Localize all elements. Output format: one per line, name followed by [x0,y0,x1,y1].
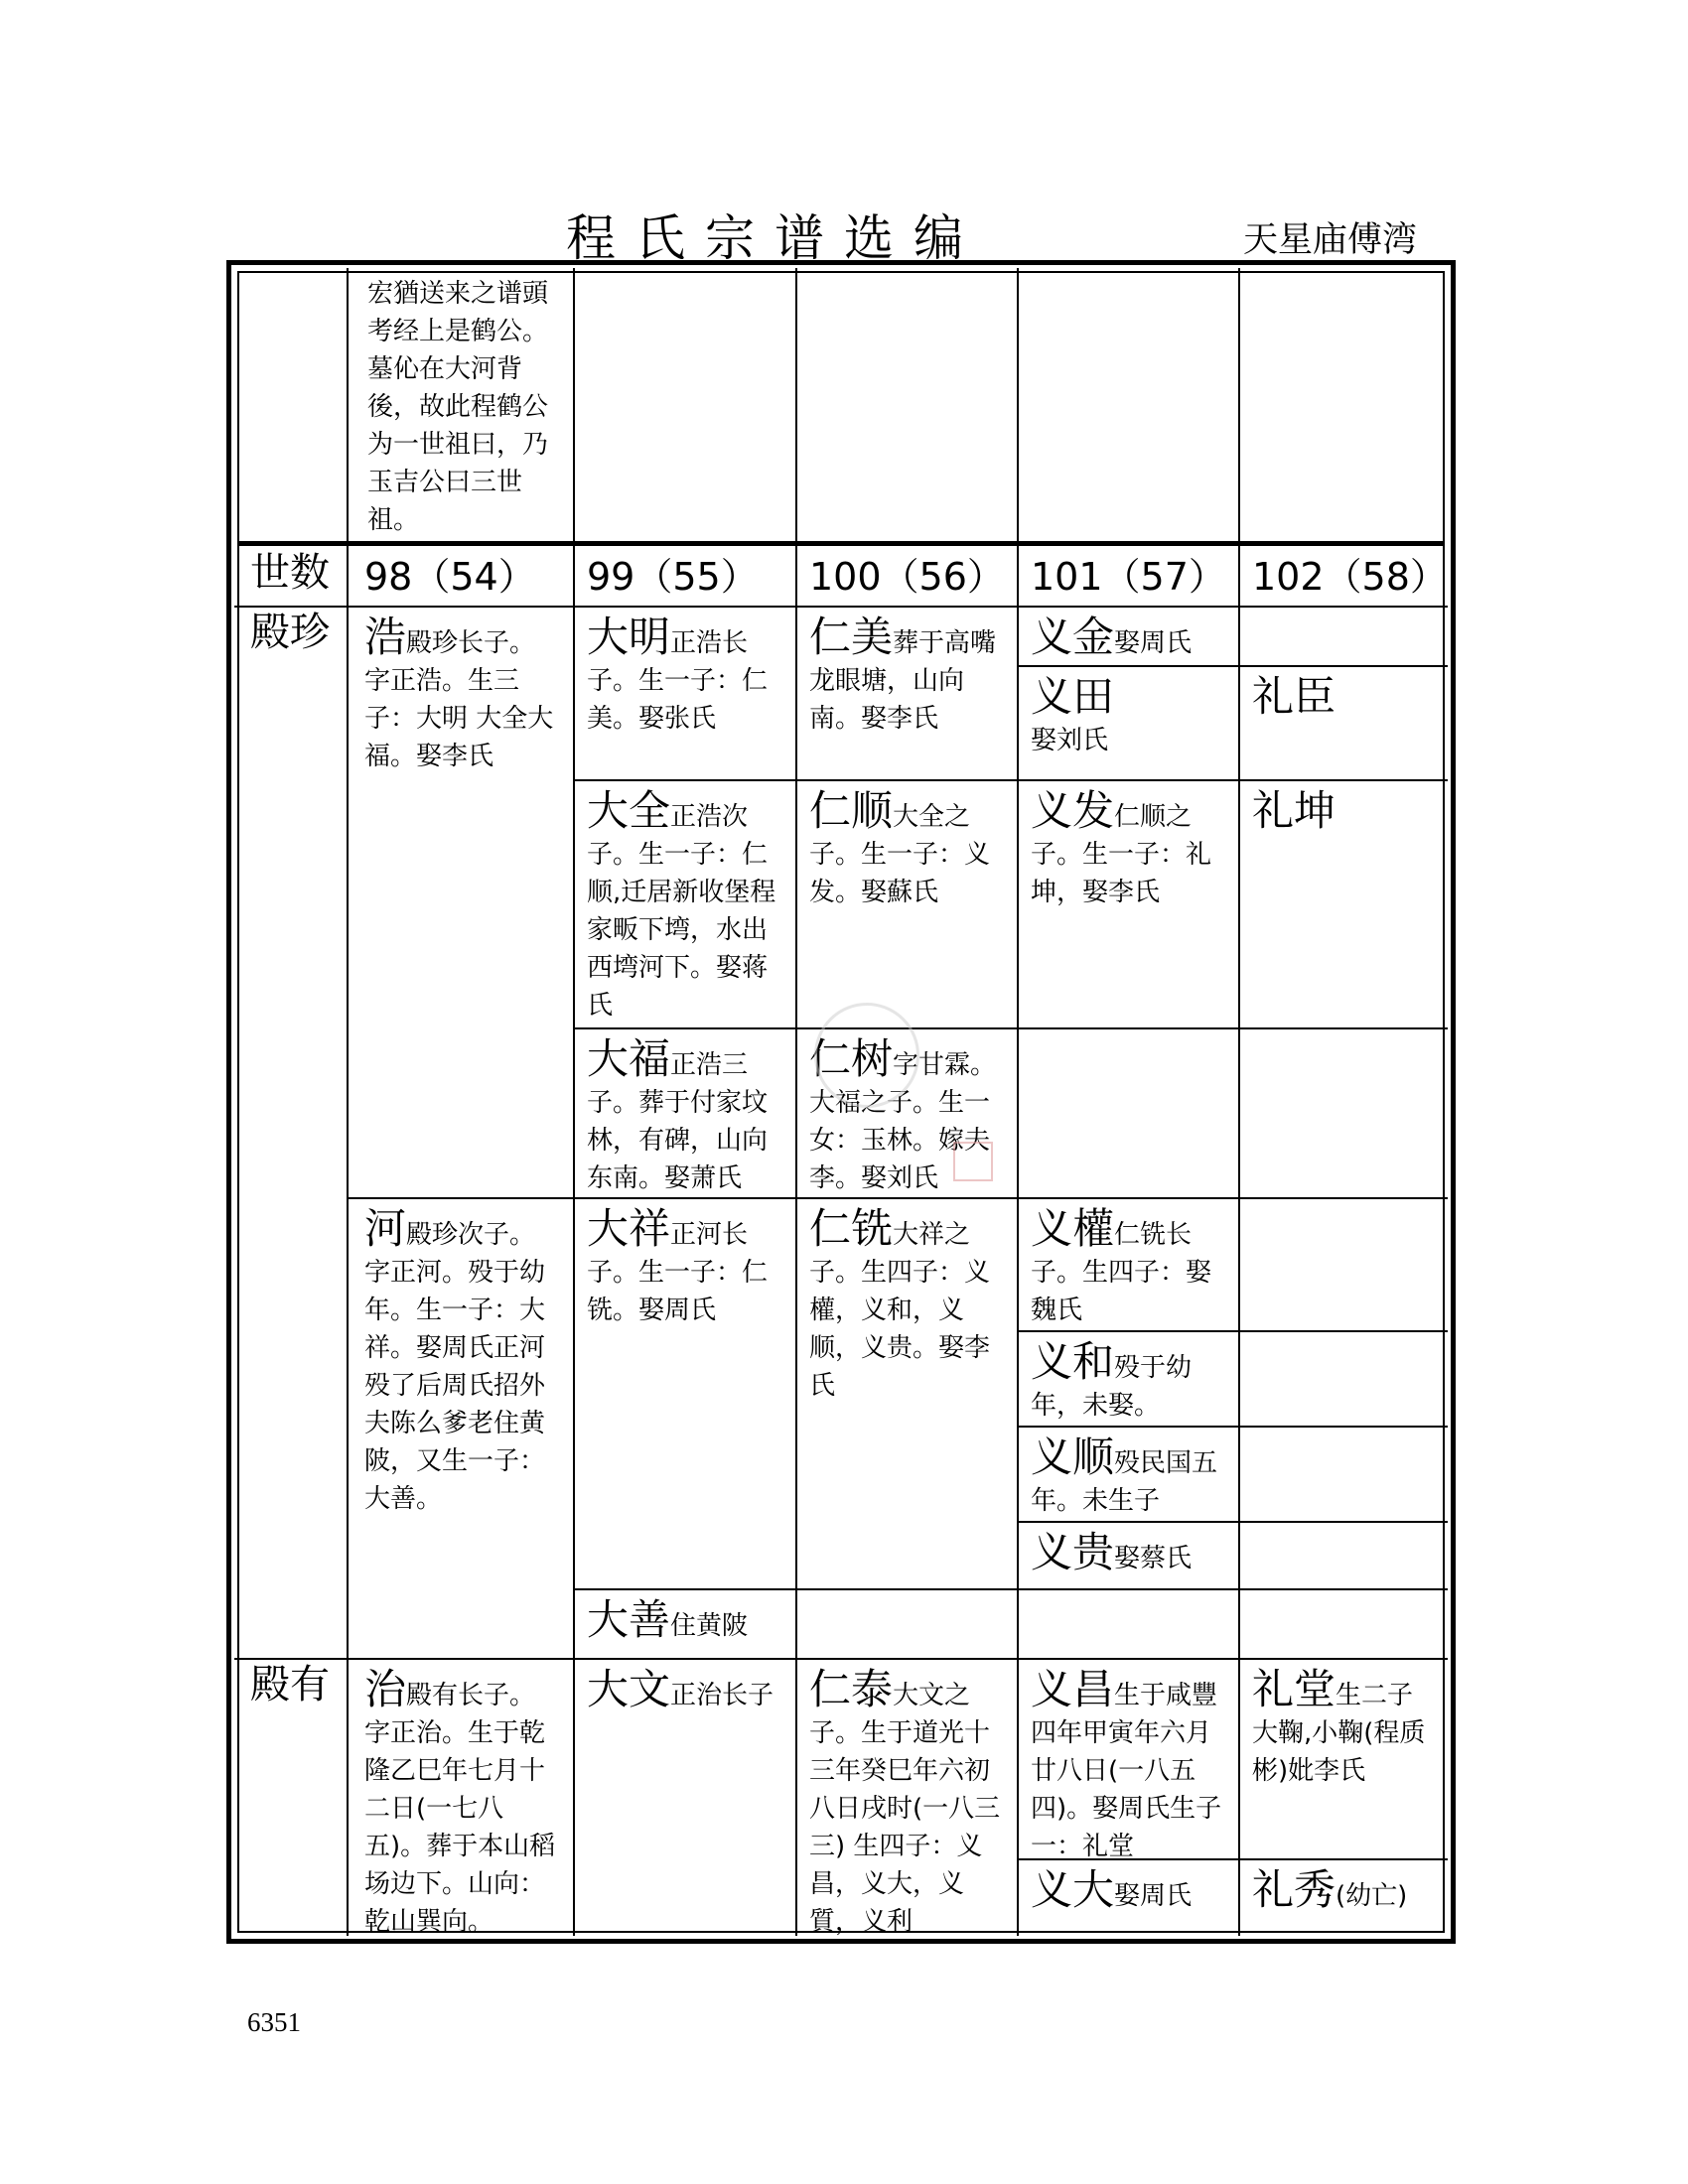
entry-name: 义大 [1031,1865,1115,1914]
entry-note: 娶周氏 [1114,628,1193,658]
header-col-101: 101（57） [1031,555,1226,599]
entry-daquan [579,785,789,1026]
entry-note: 住黄陂 [670,1611,749,1641]
entry-yishun [1023,1432,1233,1522]
entry-name: 大全 [587,786,671,835]
entry-note: 殿有长子。字正治。生于乾隆乙巳年七月十二日(一七八五)。葬于本山稻场边下。山向：乾山巽向。 [364,1681,556,1937]
entry-name: 河 [364,1204,407,1253]
entry-lichen [1244,671,1443,724]
header-label: 世数 [250,550,330,596]
entry-name: 义權 [1031,1204,1115,1253]
entry-renshun [801,785,1012,913]
entry-note: 娶周氏 [1114,1881,1193,1911]
entry-yijin [1023,612,1233,664]
entry-yifa [1023,785,1233,913]
entry-yihe [1023,1336,1233,1427]
entry-dawen [579,1664,789,1716]
entry-note: 字甘霖。大福之子。生一女：玉林。嫁夫李。娶刘氏 [809,1050,997,1193]
entry-he [356,1203,567,1520]
entry-name: 礼臣 [1252,672,1336,721]
entry-note: 正河长子。生一子：仁铣。娶周氏 [587,1220,769,1325]
entry-daxiang [579,1203,789,1331]
entry-note: 殿珍长子。字正浩。生三子：大明 大全大福。娶李氏 [364,628,554,771]
entry-name: 大祥 [587,1204,671,1253]
entry-hao [356,612,567,777]
entry-name: 义昌 [1031,1665,1115,1713]
entry-note: 正治长子 [670,1681,774,1710]
entry-note: 生二子大鞠,小鞠(程质彬)妣李氏 [1252,1681,1426,1786]
entry-name: 礼秀 [1252,1865,1336,1914]
entry-name: 浩 [364,613,407,661]
entry-note: 大全之子。生一子：义发。娶蘇氏 [809,802,991,907]
red-stamp [953,1142,993,1181]
entry-name: 大文 [587,1665,671,1713]
entry-name: 大明 [587,613,671,661]
page-number: 6351 [247,2007,301,2037]
entry-note: 仁铣长子。生四子：娶魏氏 [1031,1220,1212,1325]
entry-name: 义贵 [1031,1528,1115,1576]
place-label: 天星庙傅湾 [1243,220,1418,260]
entry-note: 娶蔡氏 [1114,1544,1193,1573]
entry-note: 葬于高嘴龙眼塘，山向南。娶李氏 [809,628,997,734]
entry-note: 殁于幼年，未娶。 [1031,1353,1193,1421]
entry-note: 大文之子。生于道光十三年癸巳年六初八日戌时(一八三三) 生四子：义昌，义大，义質，义利 [809,1681,1001,1937]
entry-note: 仁顺之子。生一子：礼坤，娶李氏 [1031,802,1212,907]
entry-name: 义发 [1031,786,1115,835]
entry-note: 殁民国五年。未生子 [1031,1448,1218,1516]
entry-name: 义田 [1031,672,1115,721]
entry-name: 礼堂 [1252,1665,1336,1713]
entry-note: 正浩次子。生一子：仁顺,迁居新收堡程家畈下塆，水出西塆河下。娶蒋氏 [587,802,776,1021]
entry-name: 义顺 [1031,1433,1115,1481]
entry-likun [1244,785,1443,838]
entry-yiquan [1023,1203,1233,1331]
entry-note: 殿珍次子。字正河。殁于幼年。生一子：大祥。娶周氏正河殁了后周氏招外夫陈么爹老住黄陂，又生一子：大善。 [364,1220,546,1514]
row-label-dianzhen: 殿珍 [250,610,330,655]
entry-renxian [801,1203,1012,1407]
entry-lixiu [1244,1864,1443,1917]
entry-note: (幼亡) [1336,1881,1408,1911]
top-note: 宏猶送来之谱頭考经上是鹤公。墓伈在大河背後，故此程鹤公为一世祖曰，乃玉吉公曰三世祖。 [367,279,549,535]
entry-name: 仁美 [809,613,894,661]
entry-name: 仁树 [809,1034,894,1083]
header-col-100: 100（56） [809,555,1005,599]
entry-dashan [579,1594,789,1647]
entry-yigui [1023,1527,1233,1579]
entry-note: 大祥之子。生四子：义權，义和，义顺，义贵。娶李氏 [809,1220,991,1401]
header-col-98: 98（54） [364,555,536,599]
entry-name: 大善 [587,1595,671,1644]
entry-name: 治 [364,1665,407,1713]
page-title: 程氏宗谱选编 [566,209,983,267]
entry-yida [1023,1864,1233,1917]
header-col-99: 99（55） [587,555,759,599]
entry-daming [579,612,789,740]
entry-note: 正浩三子。葬于付家坟林，有碑，山向东南。娶萧氏 [587,1050,769,1193]
entry-litang [1244,1664,1443,1792]
entry-dafu [579,1033,789,1199]
entry-yichang [1023,1664,1233,1867]
watermark-seal [814,1003,919,1108]
entry-name: 仁泰 [809,1665,894,1713]
entry-name: 礼坤 [1252,786,1336,835]
entry-rentai [801,1664,1012,1943]
entry-name: 义和 [1031,1337,1115,1386]
entry-zhi [356,1664,567,1943]
row-label-dianyou: 殿有 [250,1662,330,1707]
entry-name: 仁铣 [809,1204,894,1253]
entry-name: 义金 [1031,613,1115,661]
entry-name: 大福 [587,1034,671,1083]
entry-yitian [1023,671,1233,761]
entry-note: 娶刘氏 [1031,726,1109,755]
entry-renmei [801,612,1012,740]
entry-name: 仁顺 [809,786,894,835]
entry-note: 生于咸豐四年甲寅年六月廿八日(一八五四)。娶周氏生子一：礼堂 [1031,1681,1222,1861]
entry-note: 正浩长子。生一子：仁美。娶张氏 [587,628,769,734]
header-col-102: 102（58） [1252,555,1448,599]
